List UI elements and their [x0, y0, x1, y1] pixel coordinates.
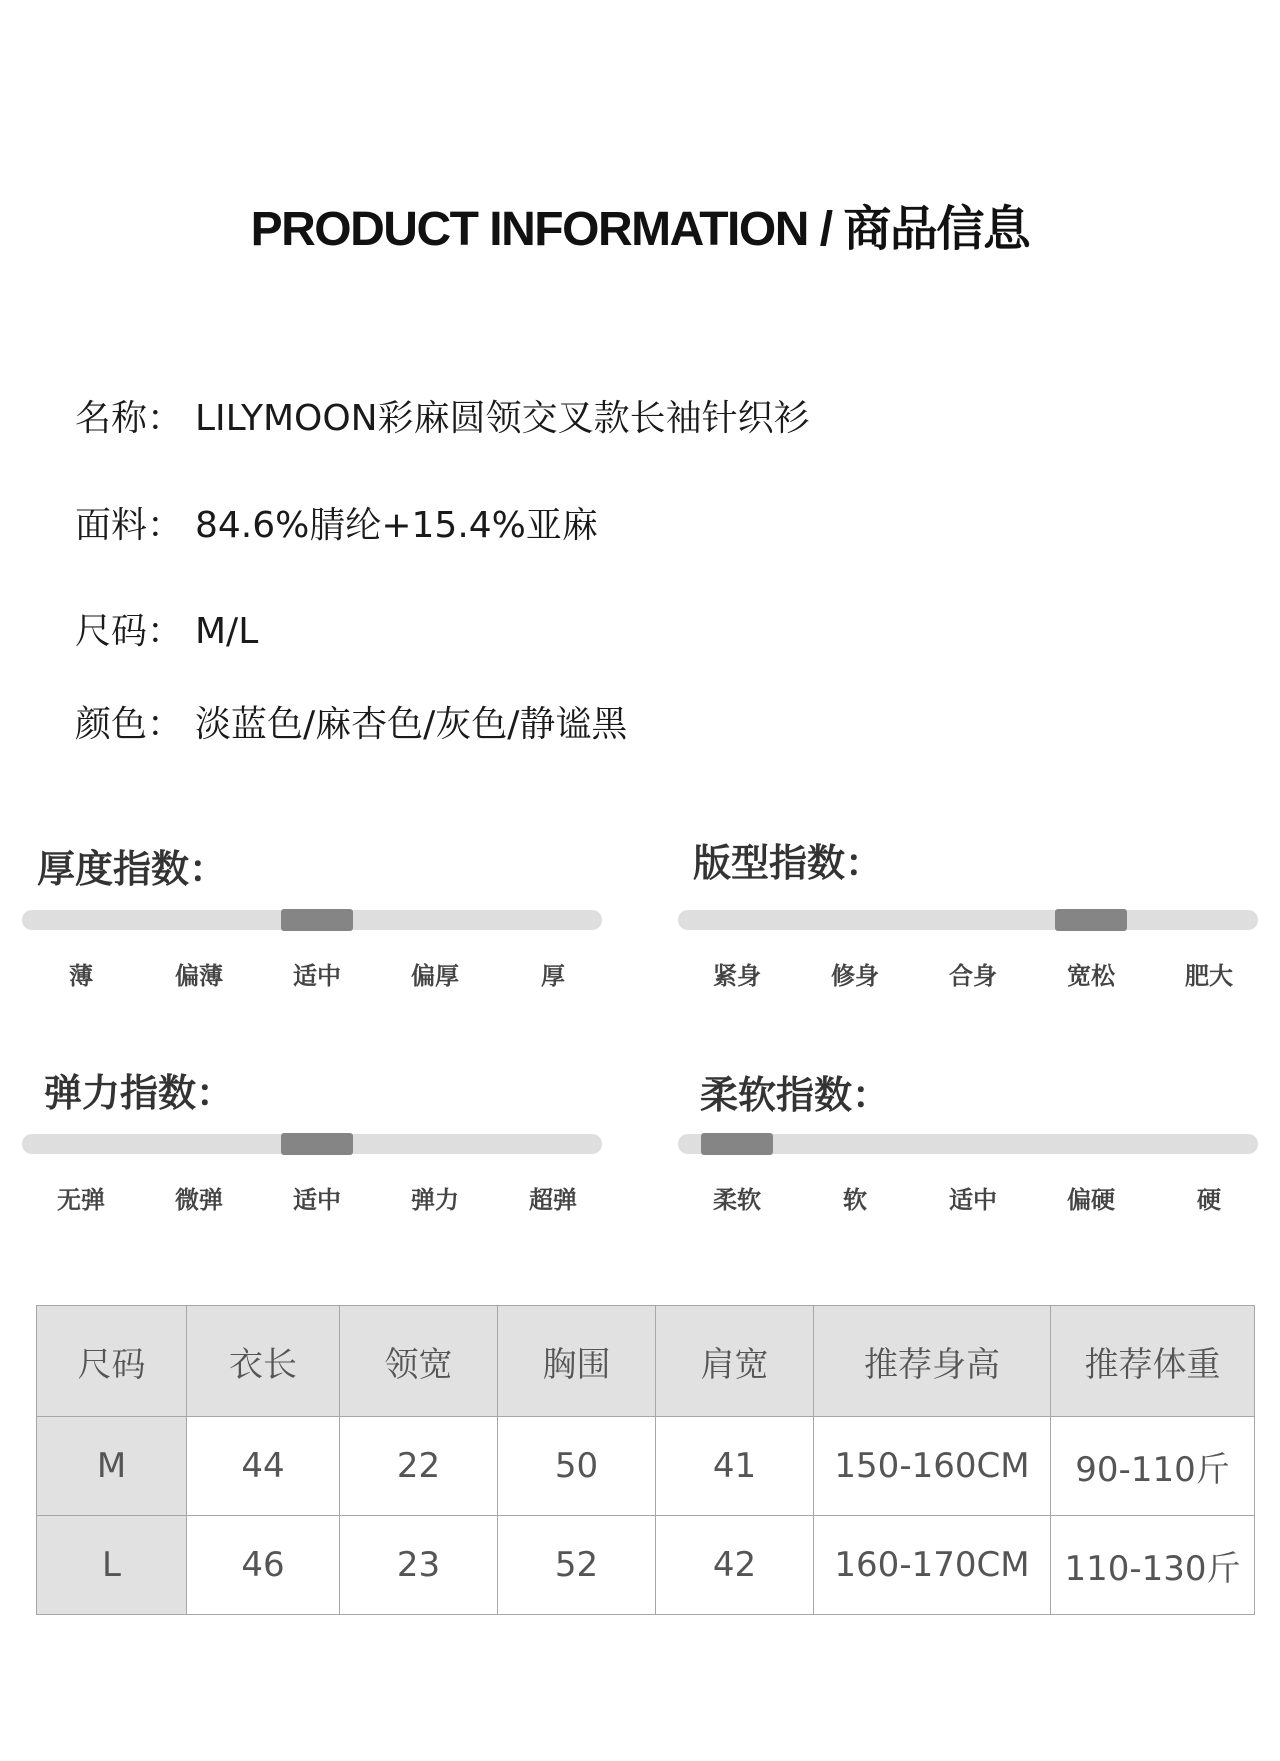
- indicator-levels: [678, 1180, 1268, 1215]
- indicator-levels: [22, 956, 612, 991]
- level-label: 厚: [541, 962, 565, 990]
- table-cell: 22: [340, 1417, 498, 1516]
- info-row-fabric: [75, 497, 598, 548]
- info-label: 面料：: [75, 505, 184, 546]
- table-header-cell: 尺码: [37, 1306, 187, 1417]
- level-label: 微弹: [175, 1186, 223, 1214]
- table-cell: 110-130斤: [1051, 1516, 1255, 1615]
- table-cell-size: L: [37, 1516, 187, 1615]
- level-label: 偏厚: [411, 962, 459, 990]
- indicator-track: [22, 910, 602, 930]
- info-value: LILYMOON彩麻圆领交叉款长袖针织衫: [195, 398, 810, 439]
- info-row-color: [75, 696, 627, 747]
- level-label: 适中: [293, 1186, 341, 1214]
- level-label: 修身: [831, 962, 879, 990]
- table-header-row: [37, 1306, 1255, 1417]
- level-label: 柔软: [713, 1186, 761, 1214]
- table-cell-size: M: [37, 1417, 187, 1516]
- indicator-marker: [281, 909, 353, 931]
- table-cell: 160-170CM: [814, 1516, 1051, 1615]
- info-label: 尺码：: [75, 611, 184, 652]
- level-label: 偏薄: [175, 962, 223, 990]
- indicator-title: 柔软指数：: [700, 1073, 891, 1117]
- level-label: 弹力: [411, 1186, 459, 1214]
- table-row: [37, 1417, 1255, 1516]
- info-row-size: [75, 603, 258, 654]
- indicator-marker: [281, 1133, 353, 1155]
- level-label: 紧身: [713, 962, 761, 990]
- table-cell: 150-160CM: [814, 1417, 1051, 1516]
- indicator-title: 厚度指数：: [37, 847, 228, 891]
- level-label: 偏硬: [1067, 1186, 1115, 1214]
- info-label: 名称：: [75, 398, 184, 439]
- indicator-title: 弹力指数：: [44, 1071, 235, 1115]
- table-header-cell: 推荐身高: [814, 1306, 1051, 1417]
- size-table: [36, 1305, 1255, 1615]
- indicator-levels: [678, 956, 1268, 991]
- table-cell: 90-110斤: [1051, 1417, 1255, 1516]
- table-header-cell: 领宽: [340, 1306, 498, 1417]
- level-label: 薄: [69, 962, 93, 990]
- indicator-track: [678, 910, 1258, 930]
- table-cell: 44: [187, 1417, 340, 1516]
- table-cell: 50: [498, 1417, 656, 1516]
- level-label: 肥大: [1185, 962, 1233, 990]
- table-cell: 41: [656, 1417, 814, 1516]
- level-label: 无弹: [57, 1186, 105, 1214]
- indicator-track: [22, 1134, 602, 1154]
- table-header-cell: 胸围: [498, 1306, 656, 1417]
- indicator-title: 版型指数：: [693, 841, 884, 885]
- info-value: 淡蓝色/麻杏色/灰色/静谧黑: [195, 704, 628, 745]
- indicator-marker: [1055, 909, 1127, 931]
- table-cell: 23: [340, 1516, 498, 1615]
- level-label: 软: [843, 1186, 867, 1214]
- indicator-track: [678, 1134, 1258, 1154]
- table-row: [37, 1516, 1255, 1615]
- level-label: 适中: [949, 1186, 997, 1214]
- info-value: M/L: [195, 611, 259, 652]
- level-label: 合身: [949, 962, 997, 990]
- level-label: 适中: [293, 962, 341, 990]
- table-cell: 46: [187, 1516, 340, 1615]
- table-cell: 52: [498, 1516, 656, 1615]
- table-header-cell: 衣长: [187, 1306, 340, 1417]
- info-label: 颜色：: [75, 704, 184, 745]
- table-cell: 42: [656, 1516, 814, 1615]
- level-label: 宽松: [1067, 962, 1115, 990]
- table-header-cell: 推荐体重: [1051, 1306, 1255, 1417]
- info-row-name: [75, 390, 810, 441]
- indicator-marker: [701, 1133, 773, 1155]
- table-header-cell: 肩宽: [656, 1306, 814, 1417]
- info-value: 84.6%腈纶+15.4%亚麻: [195, 505, 598, 546]
- indicator-levels: [22, 1180, 612, 1215]
- page-title: PRODUCT INFORMATION / 商品信息: [250, 203, 1030, 256]
- level-label: 硬: [1197, 1186, 1221, 1214]
- level-label: 超弹: [529, 1186, 577, 1214]
